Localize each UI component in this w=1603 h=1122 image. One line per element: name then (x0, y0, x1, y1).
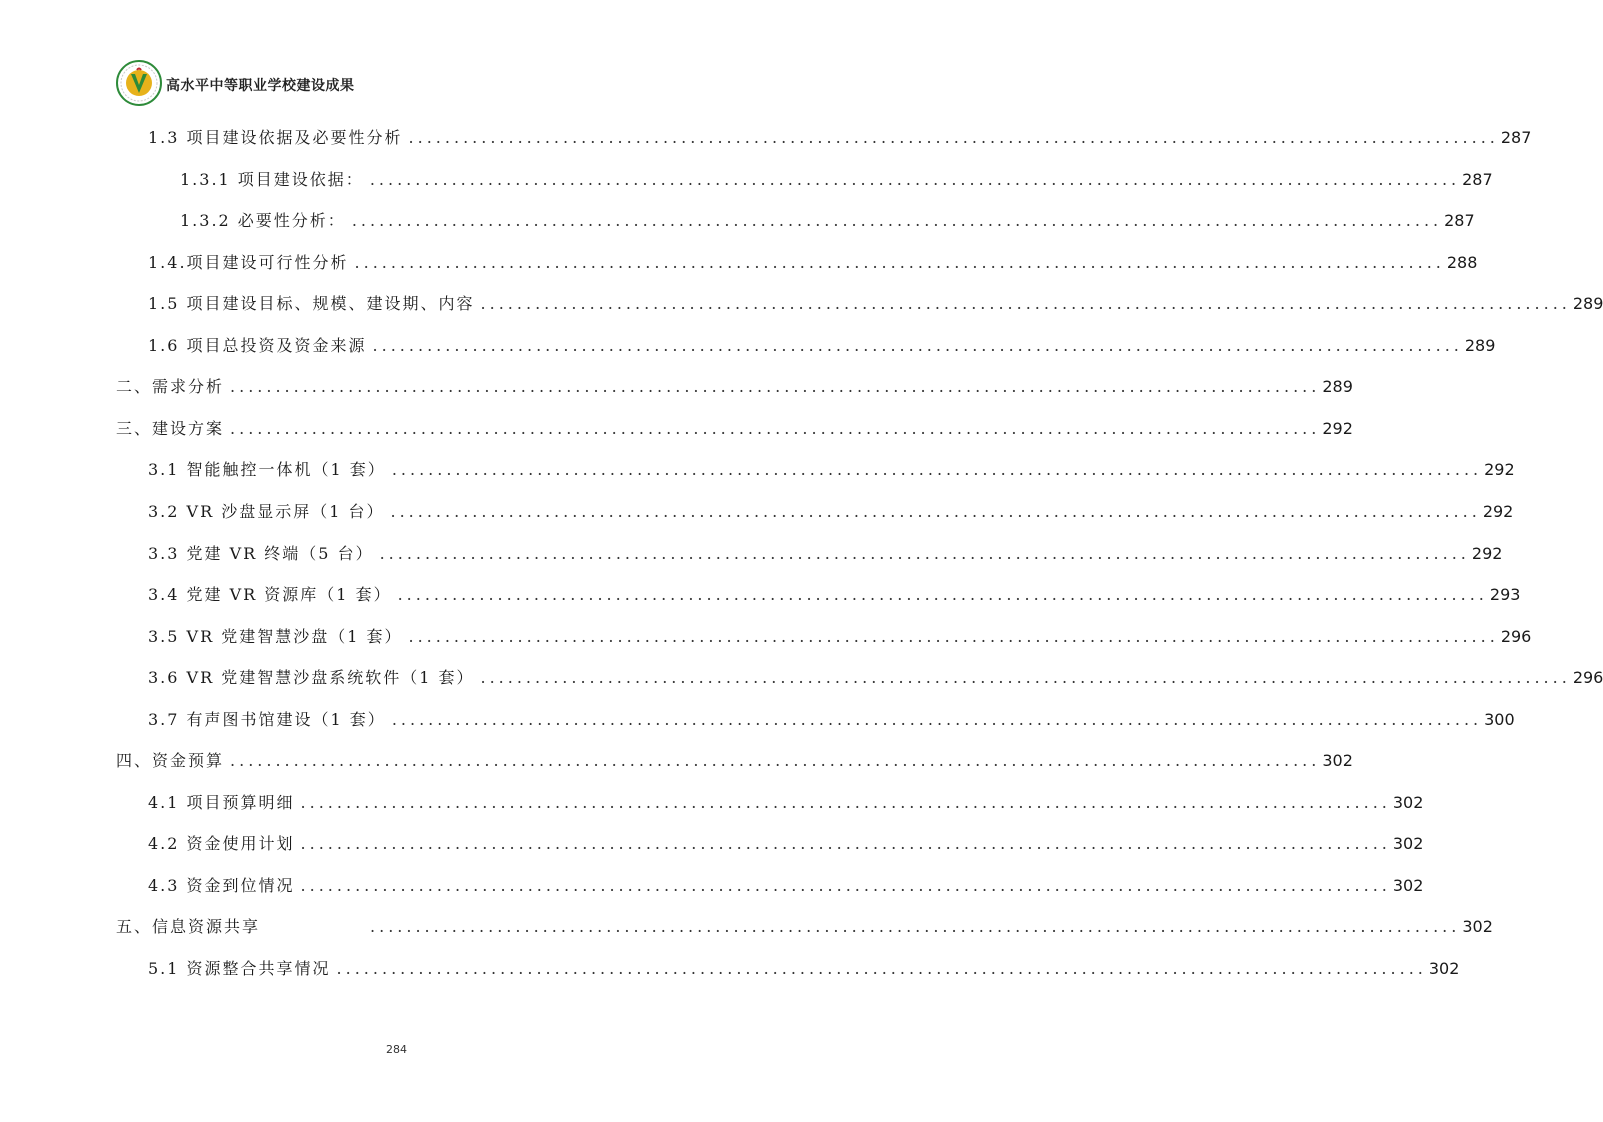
toc-entry-page: 287 (1462, 170, 1493, 189)
toc-entry-page: 288 (1446, 253, 1478, 272)
toc-entry-label: 5.1 资源整合共享情况 (148, 959, 331, 978)
toc-entry[interactable] (148, 956, 1460, 980)
toc-entry[interactable] (148, 125, 1532, 149)
toc-entry[interactable] (148, 665, 1603, 689)
toc-leader: ........................................................................................................................ (408, 627, 1499, 646)
toc-entry-page: 292 (1484, 460, 1515, 479)
toc-entry-label: 3.4 党建 VR 资源库（1 套） (148, 585, 392, 604)
toc-entry[interactable] (148, 831, 1424, 855)
toc-leader: ........................................................................................................................ (369, 170, 1461, 189)
toc-entry-page: 292 (1322, 419, 1353, 438)
toc-entry-page: 296 (1500, 627, 1532, 646)
toc-leader: ........................................................................................................................ (300, 834, 1391, 853)
toc-entry-label: 4.2 资金使用计划 (148, 834, 295, 853)
toc-leader: ........................................................................................................................ (372, 336, 1463, 355)
toc-entry-label: 3.7 有声图书馆建设（1 套） (148, 710, 386, 729)
toc-entry[interactable] (148, 790, 1424, 814)
toc-entry[interactable] (116, 416, 1353, 440)
toc-entry-label: 四、资金预算 (116, 751, 225, 770)
page-number: 284 (386, 1043, 407, 1056)
toc-entry[interactable] (148, 250, 1478, 274)
toc-entry[interactable] (116, 374, 1353, 398)
toc-entry-page: 300 (1484, 710, 1515, 729)
toc-entry-page: 302 (1428, 959, 1460, 978)
toc-leader: ........................................................................................................................ (351, 211, 1443, 230)
toc-entry-page: 292 (1471, 544, 1503, 563)
toc-entry[interactable] (148, 291, 1603, 315)
toc-entry[interactable] (180, 167, 1493, 191)
toc-entry[interactable] (148, 541, 1503, 565)
toc-entry-page: 287 (1500, 128, 1532, 147)
toc-entry-label: 3.1 智能触控一体机（1 套） (148, 460, 386, 479)
toc-entry-label: 1.5 项目建设目标、规模、建设期、内容 (148, 294, 475, 313)
toc-leader: ........................................................................................................................ (408, 128, 1499, 147)
toc-entry-label: 1.3 项目建设依据及必要性分析 (148, 128, 403, 147)
toc-leader: ........................................................................................................................ (397, 585, 1488, 604)
toc-leader: ........................................................................................................................ (230, 751, 1321, 770)
toc-entry-page: 287 (1444, 211, 1475, 230)
toc-entry[interactable] (116, 748, 1353, 772)
toc-entry-page: 296 (1572, 668, 1603, 687)
toc-entry-page: 302 (1322, 751, 1353, 770)
toc-leader: ........................................................................................................................ (300, 793, 1391, 812)
toc-entry-page: 293 (1489, 585, 1521, 604)
toc-entry-label: 3.3 党建 VR 终端（5 台） (148, 544, 374, 563)
toc-entry[interactable] (148, 333, 1496, 357)
toc-entry-page: 302 (1462, 917, 1493, 936)
toc-entry-page: 289 (1572, 294, 1603, 313)
toc-entry-label: 二、需求分析 (116, 377, 225, 396)
toc-entry-label: 三、建设方案 (116, 419, 225, 438)
toc-leader: ........................................................................................................................ (379, 544, 1470, 563)
toc-entry-page: 289 (1464, 336, 1496, 355)
toc-entry-label: 3.6 VR 党建智慧沙盘系统软件（1 套） (148, 668, 475, 687)
toc-entry-page: 292 (1482, 502, 1514, 521)
toc-leader: ........................................................................................................................ (390, 502, 1481, 521)
toc-entry[interactable] (180, 208, 1475, 232)
toc-leader: ........................................................................................................................ (336, 959, 1427, 978)
toc-leader: ........................................................................................................................ (354, 253, 1445, 272)
toc-entry[interactable] (148, 499, 1514, 523)
toc-entry-page: 302 (1392, 876, 1424, 895)
toc-entry-page: 289 (1322, 377, 1353, 396)
toc-entry-label: 1.6 项目总投资及资金来源 (148, 336, 367, 355)
toc-entry-label: 1.3.2 必要性分析： (180, 211, 346, 230)
toc-entry[interactable] (148, 624, 1532, 648)
toc-entry-label: 4.1 项目预算明细 (148, 793, 295, 812)
toc-leader: ........................................................................................................................ (391, 710, 1483, 729)
toc-entry-page: 302 (1392, 793, 1424, 812)
toc-leader: ........................................................................................................................ (300, 876, 1391, 895)
toc-entry-label: 五、信息资源共享 (116, 917, 261, 936)
toc-entry-label: 1.4.项目建设可行性分析 (148, 253, 349, 272)
toc-leader: ........................................................................................................................ (480, 294, 1571, 313)
toc-leader: ........................................................................................................................ (480, 668, 1571, 687)
toc-entry-label: 3.2 VR 沙盘显示屏（1 台） (148, 502, 385, 521)
toc-leader: ........................................................................................................................ (370, 917, 1461, 936)
toc-entry[interactable] (148, 457, 1515, 481)
toc-leader: ........................................................................................................................ (391, 460, 1483, 479)
toc-leader: ........................................................................................................................ (230, 377, 1321, 396)
toc-entry-label: 3.5 VR 党建智慧沙盘（1 套） (148, 627, 403, 646)
toc-entry-page: 302 (1392, 834, 1424, 853)
toc-leader: ........................................................................................................................ (230, 419, 1321, 438)
toc-entry-label: 4.3 资金到位情况 (148, 876, 295, 895)
header-title: 高水平中等职业学校建设成果 (166, 78, 355, 94)
toc-entry[interactable] (116, 914, 1493, 938)
toc-entry[interactable] (148, 707, 1515, 731)
toc-entry[interactable] (148, 873, 1424, 897)
toc-entry-label: 1.3.1 项目建设依据： (180, 170, 364, 189)
toc-entry[interactable] (148, 582, 1521, 606)
